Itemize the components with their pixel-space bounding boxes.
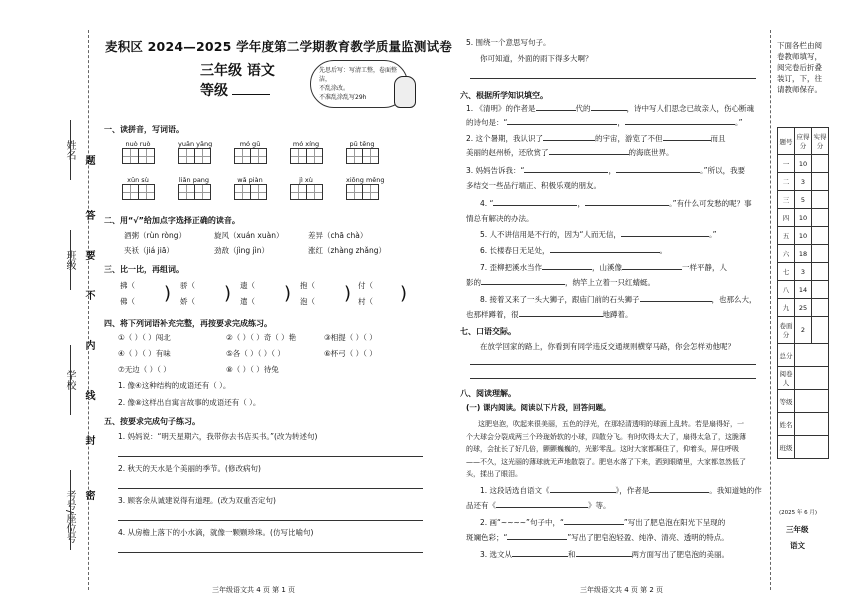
section2-title: 二、用“√”给加点字选择正确的读音。 xyxy=(104,216,240,225)
blank[interactable] xyxy=(542,269,592,270)
section1-title: 一、读拼音，写词语。 xyxy=(104,125,184,134)
pronunciation-option[interactable]: 夹袄（jiá jiā） xyxy=(124,246,174,255)
question-no: 四 xyxy=(778,209,795,227)
s6-q4-text: 。”有什么可发愁的呢？事 xyxy=(668,199,752,208)
question-no: 三 xyxy=(778,191,795,209)
answer-line[interactable] xyxy=(118,456,423,457)
exam-title: 麦积区 2024—2025 学年度第二学期教育教学质量监测试卷 xyxy=(105,39,452,54)
total-cell[interactable] xyxy=(795,344,829,367)
score-cell[interactable] xyxy=(812,209,829,227)
question-no: 卷面分 xyxy=(778,317,795,344)
class-label: 班级 xyxy=(64,250,75,270)
idiom-question[interactable]: 1. 像④这种结构的成语还有（ ）。 xyxy=(118,381,231,390)
s6-q2-cont xyxy=(466,148,674,158)
idiom-blank[interactable]: ⑥杯弓（ ）（ ） xyxy=(324,349,377,358)
brace-mark: ) xyxy=(400,283,408,304)
sentence-question: 3. 顾客余从诚建说得有道理。(改为双重否定句) xyxy=(118,496,276,505)
name-label: 姓名 xyxy=(778,413,795,436)
pronunciation-option[interactable]: 旋风（xuán xuàn） xyxy=(214,231,284,240)
pinyin-word-box[interactable] xyxy=(234,176,266,204)
grader-label: 阅卷人 xyxy=(778,367,795,390)
s8-q3-text: 两方面写出了肥皂泡的美丽。 xyxy=(631,550,730,559)
idiom-blank[interactable]: ④（ ）（ ）有味 xyxy=(118,349,171,358)
compare-char: 村（ xyxy=(358,297,373,306)
score-instruction: 下面各栏由阅卷教师填写，阅完卷后折叠装订，下，往请教师保存。 xyxy=(777,41,822,94)
level-cell[interactable] xyxy=(795,390,829,413)
blank[interactable] xyxy=(493,205,577,206)
question-no: 七 xyxy=(778,263,795,281)
question-no: 六 xyxy=(778,245,795,263)
pinyin-word-box[interactable] xyxy=(346,176,385,204)
compare-char: 抱（ xyxy=(300,281,315,290)
sentence-question: 1. 妈妈说：“明天星期六，我带你去书店买书。”(改为转述句) xyxy=(118,432,318,441)
max-score: 5 xyxy=(795,191,812,209)
passage-line: 的球，会扯长了好几倍，颤颤巍巍的，光影零乱。这时大家都凝住了，仰着头，屏住呼吸 xyxy=(466,445,739,453)
s6-q5: 5. 人不讲信用是不行的，因为“人而无信， 。” xyxy=(480,230,717,239)
section3-title: 三、比一比，再组词。 xyxy=(104,265,184,274)
sentence-question: 2. 秋天的天水是个美丽的季节。(修改病句) xyxy=(118,464,261,473)
s8-q2-text: ”写出了肥皂泡轻盈、纯净、清亮、透明的特点。 xyxy=(567,533,729,542)
blank[interactable] xyxy=(625,124,735,125)
blank[interactable] xyxy=(496,507,588,508)
compare-pair[interactable] xyxy=(240,281,255,307)
level-label: 等级 xyxy=(778,390,795,413)
blank[interactable] xyxy=(524,172,608,173)
s6-q7-text: 影的 xyxy=(466,278,481,287)
question-no: 二 xyxy=(778,173,795,191)
id-field[interactable] xyxy=(70,470,71,550)
blank[interactable] xyxy=(519,316,603,317)
idiom-blank[interactable]: ③相提（ ）（ ） xyxy=(324,333,377,342)
section4-title: 四、将下列词语补充完整，再按要求完成练习。 xyxy=(104,319,272,328)
blank[interactable] xyxy=(649,492,709,493)
blank[interactable] xyxy=(550,252,660,253)
score-cell[interactable] xyxy=(812,191,829,209)
page-footer-left: 三年级语文共 4 页 第 1 页 xyxy=(212,586,296,594)
s6-q1 xyxy=(466,104,754,114)
s6-q7-text: ，山溪像 xyxy=(592,263,623,272)
answer-line[interactable] xyxy=(118,520,423,521)
pinyin-label: pū tēng xyxy=(349,140,375,148)
s8-q2-text: 2. 画“~~~~”句子中，“ xyxy=(480,518,564,527)
section5-title: 五、按要求完成句子练习。 xyxy=(104,417,200,426)
seal-word: 题 xyxy=(83,155,94,165)
s6-q2-text: 的海底世界。 xyxy=(628,148,674,157)
score-cell[interactable] xyxy=(812,155,829,173)
max-score: 3 xyxy=(795,173,812,191)
pinyin-label: wǎ piàn xyxy=(237,176,263,184)
seal-word: 答 xyxy=(83,210,94,220)
s8-subtitle: (一) 课内阅读。阅读以下片段，回答问题。 xyxy=(466,403,611,412)
s8-q3-text: 3. 选文从 xyxy=(480,550,513,559)
seal-word: 密 xyxy=(83,490,94,500)
pinyin-label: xūn sù xyxy=(127,176,149,184)
pinyin-word-box[interactable] xyxy=(234,140,266,168)
s6-q7-text: 一样平静，人 xyxy=(682,263,728,272)
pronunciation-option[interactable]: 差异（chā chà） xyxy=(308,231,368,240)
score-cell[interactable] xyxy=(812,299,829,317)
compare-pair[interactable] xyxy=(300,281,315,307)
pinyin-label: mó gū xyxy=(239,140,261,148)
s6-q8 xyxy=(480,295,757,305)
compare-pair[interactable] xyxy=(120,281,135,307)
pronunciation-option[interactable]: 涨红（zhàng zhǎng） xyxy=(308,246,386,255)
compare-pair[interactable] xyxy=(180,281,195,307)
level-label: 等级 xyxy=(200,83,228,99)
grader-cell[interactable] xyxy=(795,367,829,390)
s6-q4-cont: 情总有解决的办法。 xyxy=(466,214,534,223)
score-table xyxy=(777,127,829,459)
pinyin-word-box[interactable] xyxy=(290,176,322,204)
s6-q8-text: 也那样蹲着，很 xyxy=(466,310,519,319)
blank[interactable] xyxy=(616,172,700,173)
max-score: 2 xyxy=(795,317,812,344)
compare-char: 泡（ xyxy=(300,297,315,306)
s6-q2-text: 的宇宙，游览了不但 xyxy=(595,134,663,143)
idiom-blank[interactable]: ⑤各（ ）（ ）（ ） xyxy=(226,349,285,358)
s6-q2-text: 而且 xyxy=(710,134,726,143)
seal-word: 封 xyxy=(83,435,94,445)
s6-q8-text: 8. 接着又来了一头大狮子，跟庙门前的石头狮子 xyxy=(480,295,640,304)
s6-q8-text: 地蹲着。 xyxy=(602,310,633,319)
answer-line[interactable] xyxy=(470,378,756,379)
pinyin-word-box[interactable] xyxy=(122,176,154,204)
s6-q2-text: 美丽的赵州桥，还欣赏了 xyxy=(466,148,549,157)
score-cell[interactable] xyxy=(812,317,829,344)
compare-pair[interactable] xyxy=(358,281,373,307)
school-label: 学校 xyxy=(64,370,75,390)
question-5: 5. 围绕一个意思写句子。 xyxy=(466,38,551,47)
id-label: 考号/座位号 xyxy=(64,490,75,544)
s8-q2-cont xyxy=(466,533,729,543)
blank[interactable] xyxy=(564,524,624,525)
blank[interactable] xyxy=(585,205,669,206)
pinyin-word-box[interactable] xyxy=(122,140,154,168)
total-label: 总分 xyxy=(778,344,795,367)
blank[interactable] xyxy=(550,492,616,493)
s6-q5-text: 5. 人不讲信用是不行的，因为“人而无信， xyxy=(480,230,621,239)
blank[interactable] xyxy=(622,269,682,270)
s6-q8-text: ，也那么大， xyxy=(711,295,757,304)
pinyin-label: xiōng měng xyxy=(346,176,385,184)
brace-mark: ) xyxy=(164,283,172,304)
section7-title: 七、口语交际。 xyxy=(460,327,516,336)
score-cell[interactable] xyxy=(812,245,829,263)
robot-mascot-icon xyxy=(394,76,416,108)
passage-line: ——不久，这光丽的薄球就无声地散裂了。肥皂水落了下来，洒到眼睛里，大家都忽然低了 xyxy=(466,457,746,466)
compare-char: 遣（ xyxy=(240,297,255,306)
col-header: 应得分 xyxy=(795,128,812,155)
s6-q3-text: 3. 妈妈告诉我：“ xyxy=(466,166,525,175)
s6-q3-text: 。”所以，我要 xyxy=(699,166,746,175)
s6-q3-cont: 多结交一些品行端正、积极乐观的朋友。 xyxy=(466,181,601,190)
pinyin-label: nuò ruò xyxy=(125,140,151,148)
pinyin-word-box[interactable] xyxy=(178,176,210,204)
s6-q1-text: 代的 xyxy=(575,104,591,113)
s6-q1-text: ，诗中写人们思念已故亲人，伤心断魂 xyxy=(626,104,755,113)
answer-line[interactable] xyxy=(470,78,756,79)
question-no: 八 xyxy=(778,281,795,299)
blank[interactable] xyxy=(663,140,711,141)
pinyin-label: jì xù xyxy=(299,176,313,184)
s6-q7-cont xyxy=(466,278,655,288)
score-cell[interactable] xyxy=(812,263,829,281)
level-field[interactable] xyxy=(232,94,270,95)
blank[interactable] xyxy=(549,154,629,155)
s8-q1-text: 1. 这段话选自语文《 xyxy=(480,486,550,495)
pronunciation-option[interactable]: 劲敌（jìng jìn） xyxy=(214,246,269,255)
s8-q1 xyxy=(480,486,762,496)
s8-q3-text: 和 xyxy=(568,550,576,559)
compare-char: 娇（ xyxy=(180,297,195,306)
s6-q7 xyxy=(480,263,727,273)
s6-q2-text: 2. 这个暑期，我认识了 xyxy=(466,134,544,143)
s7-prompt: 在放学回家的路上，你看到有同学违反交通规则横穿马路，你会怎样劝他呢？ xyxy=(480,342,735,351)
max-score: 10 xyxy=(795,209,812,227)
blank[interactable] xyxy=(591,110,627,111)
blank[interactable] xyxy=(536,110,576,111)
s8-q2 xyxy=(480,518,725,528)
blank[interactable] xyxy=(576,556,632,557)
blank[interactable] xyxy=(507,539,567,540)
s8-q1-text: 品还有《 xyxy=(466,501,496,510)
s8-q1-text: 。我知道她的作 xyxy=(709,486,762,495)
blank[interactable] xyxy=(640,301,712,302)
class-label: 班级 xyxy=(778,436,795,459)
section6-title: 六、根据所学知识填空。 xyxy=(460,91,548,100)
reading-passage xyxy=(466,418,746,481)
brace-mark: ) xyxy=(344,283,352,304)
s8-q2-text: ”写出了肥皂泡在阳光下呈现的 xyxy=(623,518,726,527)
question-5-prompt: 你可知道，外面的雨下得多大啊？ xyxy=(480,54,593,63)
s6-q8-cont xyxy=(466,310,633,320)
brace-mark: ) xyxy=(284,283,292,304)
question-no: 九 xyxy=(778,299,795,317)
answer-line[interactable] xyxy=(470,364,756,365)
passage-line: 个大球会分裂成两三个玲珑娇软的小球，四散分飞。有时吹得太大了，扇得太急了，这脆薄 xyxy=(466,432,746,441)
idiom-blank[interactable]: ⑧（ ）（ ）待兔 xyxy=(226,365,279,374)
compare-char: 拂（ xyxy=(120,281,135,290)
s6-q6-text: 6. 长楼春日无足处， xyxy=(480,246,550,255)
max-score: 25 xyxy=(795,299,812,317)
score-cell[interactable] xyxy=(812,227,829,245)
class-field[interactable] xyxy=(70,230,71,290)
seal-line xyxy=(88,30,89,590)
question-no: 一 xyxy=(778,155,795,173)
notice-line: 不乱涂改。 xyxy=(319,85,350,92)
section8-title: 八、阅读理解。 xyxy=(460,389,516,398)
s6-q1-cont: 的诗句是：“ ， 。” xyxy=(466,118,743,127)
s8-q2-text: 斑斓色彩；“ xyxy=(466,533,508,542)
score-cell[interactable] xyxy=(812,173,829,191)
score-cell[interactable] xyxy=(812,281,829,299)
compare-char: 付（ xyxy=(358,281,373,290)
compare-char: 遗（ xyxy=(240,281,255,290)
s6-q2 xyxy=(466,134,726,144)
idiom-blank[interactable]: ①（ ）（ ）闯北 xyxy=(118,333,171,342)
passage-line: 头，揉出了眼泪。 xyxy=(466,470,522,478)
max-score: 18 xyxy=(795,245,812,263)
notice-line: 不准乱涂乱写29h xyxy=(319,94,367,101)
pinyin-label: yuān yāng xyxy=(178,140,213,148)
s6-q1-text: 的诗句是：“ xyxy=(466,118,508,127)
s6-q4: 4. “ ， 。”有什么可发愁的呢？事 xyxy=(480,199,752,208)
idiom-blank[interactable]: ⑦无边（ ）（ ） xyxy=(118,365,171,374)
answer-line[interactable] xyxy=(118,488,423,489)
s6-q6: 6. 长楼春日无足处， 。 xyxy=(480,246,668,255)
blank[interactable] xyxy=(543,140,595,141)
grade-subject: 三年级 语文 xyxy=(200,63,275,79)
col-header: 实得分 xyxy=(812,128,829,155)
name-label: 姓名 xyxy=(64,140,75,160)
name-field[interactable] xyxy=(70,120,71,180)
pinyin-word-box[interactable] xyxy=(178,140,212,168)
panel-grade: 三年级 xyxy=(786,525,809,534)
question-no: 五 xyxy=(778,227,795,245)
s8-q1-cont xyxy=(466,501,611,511)
notice-line: 先思后写：写清工整，卷面整洁， xyxy=(319,67,398,83)
s6-q3: 3. 妈妈告诉我：“ ， 。”所以，我要 xyxy=(466,166,746,175)
pinyin-word-box[interactable] xyxy=(346,140,378,168)
max-score: 10 xyxy=(795,155,812,173)
col-header: 题号 xyxy=(778,128,795,155)
pinyin-label: liǎn pang xyxy=(178,176,210,184)
compare-char: 骄（ xyxy=(180,281,195,290)
fold-line xyxy=(770,30,771,590)
school-field[interactable] xyxy=(70,345,71,415)
answer-line[interactable] xyxy=(118,552,423,553)
panel-subject: 语文 xyxy=(790,541,805,550)
s6-q7-text: 7. 歪柳把溪水当作 xyxy=(480,263,543,272)
blank[interactable] xyxy=(512,556,568,557)
idiom-question[interactable]: 2. 像⑧这样出自寓言故事的成语还有（ ）。 xyxy=(118,398,261,407)
max-score: 14 xyxy=(795,281,812,299)
pinyin-word-box[interactable] xyxy=(290,140,322,168)
s8-q3 xyxy=(480,550,729,560)
pinyin-label: mó xíng xyxy=(292,140,320,148)
blank[interactable] xyxy=(621,236,709,237)
s6-q7-text: ，纳竿上立着一只红蜻蜓。 xyxy=(565,278,655,287)
class-cell[interactable] xyxy=(795,436,829,459)
s6-q1-text: 1. 《清明》的作者是 xyxy=(466,104,536,113)
sentence-question: 4. 从房檐上落下的小水滴，就像一颗颗珍珠。(仿写比喻句) xyxy=(118,528,314,537)
name-cell[interactable] xyxy=(795,413,829,436)
compare-char: 佛（ xyxy=(120,297,135,306)
passage-line: 这肥皂泡，吹起来很美丽，五色的浮光，在那轻清透明的球面上乱转。若是扇得好，一 xyxy=(478,420,744,428)
idiom-blank[interactable]: ②（ ）（ ）奇（ ）艳 xyxy=(226,333,297,342)
s8-q1-text: 》等。 xyxy=(588,501,611,510)
seal-word: 要 xyxy=(83,250,94,260)
seal-word: 不 xyxy=(83,290,94,300)
page-footer-right: 三年级语文共 4 页 第 2 页 xyxy=(580,586,664,594)
blank[interactable] xyxy=(481,284,565,285)
s6-q4-text: 4. “ xyxy=(480,199,494,208)
blank[interactable] xyxy=(507,124,617,125)
seal-word: 线 xyxy=(83,390,94,400)
max-score: 3 xyxy=(795,263,812,281)
seal-word: 内 xyxy=(83,340,94,350)
max-score: 10 xyxy=(795,227,812,245)
s8-q1-text: 》，作者是 xyxy=(615,486,650,495)
brace-mark: ) xyxy=(224,283,232,304)
pronunciation-option[interactable]: 酒粥（rùn ròng） xyxy=(124,231,186,240)
exam-date: (2025 年 6 月) xyxy=(779,510,818,516)
